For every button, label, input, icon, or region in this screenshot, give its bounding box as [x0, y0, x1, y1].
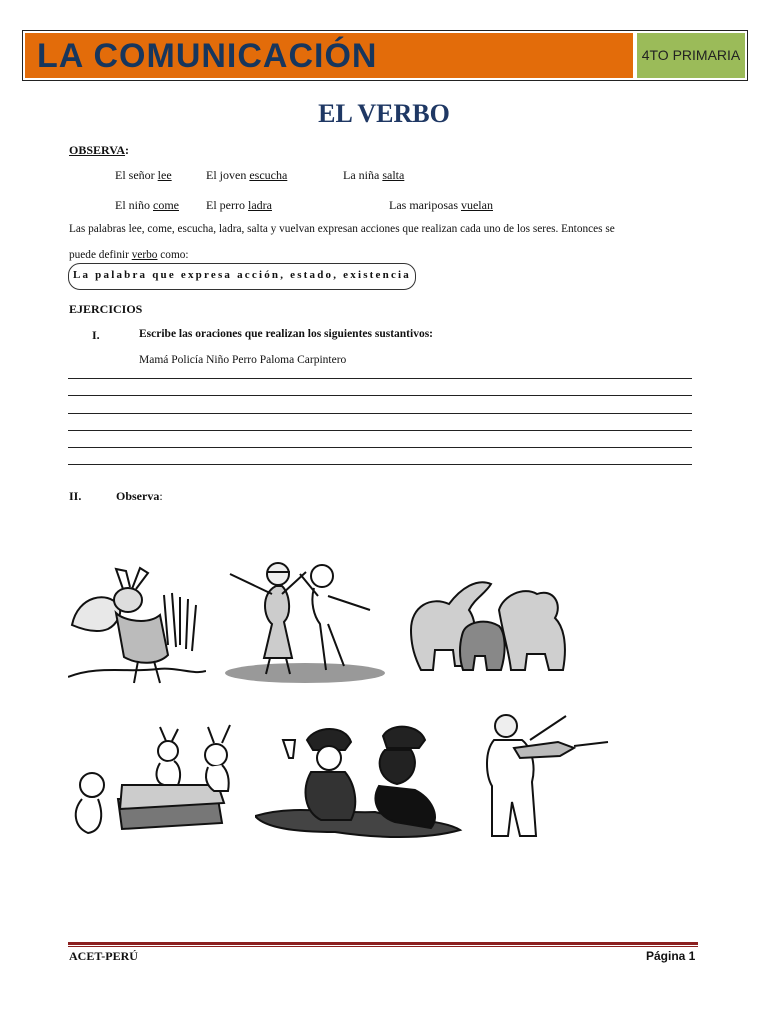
example-sentence: Las mariposas vuelan	[389, 198, 493, 212]
children-blindfold-game-illustration	[210, 558, 400, 688]
footer-rule	[68, 946, 698, 947]
exercise-instruction: Escribe las oraciones que realizan los siguientes sustantivos:	[139, 328, 434, 340]
explanation-paragraph: Las palabras lee, come, escucha, ladra, salta y vuelvan expresan acciones que realizan cada uno de los seres. Entonces se	[69, 223, 615, 235]
definition-box	[68, 263, 416, 290]
answer-line[interactable]	[68, 395, 692, 396]
observa-heading: OBSERVA:	[69, 143, 130, 157]
header-title: LA COMUNICACIÓN	[37, 37, 378, 75]
observa-instruction: Observa:	[116, 489, 163, 503]
header-title-panel	[25, 33, 633, 78]
noun-list: Mamá Policía Niño Perro Paloma Carpintero	[139, 354, 347, 366]
footer-rule	[68, 942, 698, 945]
example-sentence: El niño come	[115, 198, 179, 212]
exercises-heading: EJERCICIOS	[69, 302, 143, 316]
page-number: Página 1	[646, 949, 696, 963]
explanation-paragraph-end: puede definir verbo como:	[69, 249, 189, 261]
answer-line[interactable]	[68, 413, 692, 414]
exercise-numeral: II.	[69, 489, 82, 503]
grade-panel	[637, 33, 745, 78]
grade-label: 4TO PRIMARIA	[641, 47, 741, 63]
violinist-illustration	[470, 712, 610, 844]
answer-line[interactable]	[68, 378, 692, 379]
answer-line[interactable]	[68, 447, 692, 448]
children-picnic-illustration	[255, 720, 465, 845]
example-sentence: El perro ladra	[206, 198, 272, 212]
example-sentence: El señor lee	[115, 168, 172, 182]
answer-line[interactable]	[68, 464, 692, 465]
rabbit-carrot-illustration	[68, 565, 206, 690]
header-banner	[22, 30, 748, 81]
elephants-illustration	[405, 570, 575, 685]
example-sentence: La niña salta	[343, 168, 405, 182]
answer-line[interactable]	[68, 430, 692, 431]
page-title: EL VERBO	[318, 99, 450, 128]
exercise-numeral: I.	[92, 328, 100, 342]
definition-text: La palabra que expresa acción, estado, existencia	[73, 269, 411, 281]
ants-sandwich-illustration	[68, 715, 253, 840]
example-sentence: El joven escucha	[206, 168, 288, 182]
footer-left: ACET-PERÚ	[69, 949, 138, 963]
